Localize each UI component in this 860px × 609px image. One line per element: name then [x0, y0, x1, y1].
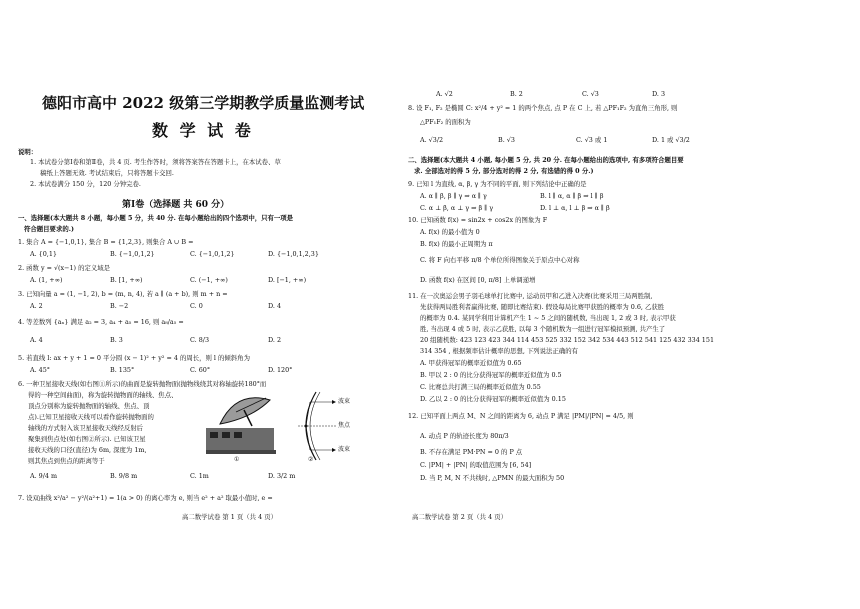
question-1: 1. 集合 A = {−1,0,1}, 集合 B = {1,2,3}, 则集合 A ∪ B = — [18, 238, 194, 246]
section-2-instructions: 求. 全部选对的得 5 分, 部分选对的得 2 分, 有选错的得 0 分.) — [414, 167, 594, 175]
q4-option-c: C. 8/3 — [190, 336, 210, 344]
building-shape — [206, 428, 274, 452]
part-1-heading: 第Ⅰ卷（选择题 共 60 分） — [122, 200, 230, 210]
question-10: 10. 已知函数 f(x) = sin2x + cos2x 的图象为 F — [408, 216, 548, 224]
q1-option-b: B. {−1,0,1,2} — [110, 250, 155, 258]
focus-label: 焦点 — [338, 422, 351, 429]
q9-option-c: C. α ⊥ β, α ⊥ γ ⇒ β ∥ γ — [420, 204, 494, 212]
question-6-line: 顶点分别称为旋转抛物面的轴线、焦点、顶 — [28, 402, 150, 410]
q10-option-b: B. f(x) 的最小正周期为 π — [420, 240, 493, 248]
focus-point — [305, 425, 308, 428]
section-2-instructions: 二、选择题(本大题共 4 小题, 每小题 5 分, 共 20 分. 在每小题给出的选项中, 有多项符合题目要 — [408, 156, 684, 164]
question-3: 3. 已知向量 a = (1, −1, 2), b = (m, n, 4), 若 a ∥ (a + b), 则 m + n = — [18, 290, 228, 298]
q3-option-d: D. 4 — [268, 302, 282, 310]
right-page — [408, 0, 860, 609]
q6-option-b: B. 9/8 m — [110, 472, 138, 480]
q6-option-a: A. 9/4 m — [30, 472, 58, 480]
question-8-line: △PF₁F₂ 的面积为 — [420, 118, 471, 126]
q2-option-b: B. [1, +∞) — [110, 276, 143, 284]
q11-option-a: A. 甲获得冠军的概率近似值为 0.65 — [420, 359, 522, 367]
subject-title: 数 学 试 卷 — [152, 121, 254, 140]
q10-option-d: D. 函数 f(x) 在区间 [0, π/8] 上单调递增 — [420, 276, 536, 284]
question-8-line: 8. 设 F₁, F₂ 是椭圆 C: x²/4 + y² = 1 的两个焦点, 点 P 在 C 上, 若 △PF₁F₂ 为直角三角形, 则 — [408, 104, 678, 112]
page-footer-right: 高二数学试卷 第 2 页（共 4 页） — [412, 513, 507, 521]
antenna-figure-svg — [206, 388, 356, 466]
antenna-figure — [206, 388, 356, 466]
q8-option-b: B. √3 — [498, 136, 515, 144]
question-6-line: 得的一种空间曲面)，称为旋转抛物面的轴线、焦点、 — [28, 391, 178, 399]
q5-option-d: D. 120° — [268, 366, 293, 374]
question-6-line: 接收天线的口径(直径)为 6m, 深度为 1m, — [28, 446, 147, 454]
q11-option-c: C. 比赛总共打满三局的概率近似值为 0.55 — [420, 383, 541, 391]
q6-option-c: C. 1m — [190, 472, 209, 480]
q6-option-d: D. 3/2 m — [268, 472, 296, 480]
q7-option-b: B. 2 — [510, 90, 523, 98]
q2-option-d: D. [−1, +∞) — [268, 276, 307, 284]
q8-option-c: C. √3 或 1 — [576, 136, 608, 144]
q10-option-a: A. f(x) 的最小值为 0 — [420, 228, 480, 236]
question-6-line: 聚集到焦点处(如右图②所示). 已知该卫星 — [28, 435, 146, 443]
q9-option-b: B. l ∥ α, α ∥ β ⇒ l ∥ β — [540, 192, 604, 200]
q1-option-d: D. {−1,0,1,2,3} — [268, 250, 319, 258]
question-11-line: 胜, 当出现 4 或 5 时, 表示乙获胜, 以每 3 个随机数为一组进行冠军模拟预测, 共产生了 — [420, 325, 666, 333]
q12-option-a: A. 动点 P 的轨迹长度为 80π/3 — [420, 432, 509, 440]
note-line: 2. 本试卷满分 150 分，120 分钟完卷. — [30, 180, 141, 188]
q4-option-a: A. 4 — [30, 336, 43, 344]
note-line: 稿纸上答题无效. 考试结束后，只将答题卡交回. — [40, 169, 174, 177]
figure-1-label: ① — [234, 456, 240, 463]
question-4: 4. 等差数列 {aₙ} 满足 a₂ = 3, a₄ + a₅ = 16, 则 a₈/a₅ = — [18, 318, 184, 326]
question-11-line: 314 354 , 根据频率估计概率的思想, 下列说法正确的有 — [420, 347, 579, 355]
question-6-line: 轴线的方式射入该卫星接收天线经反射后 — [28, 424, 144, 432]
q3-option-c: C. 0 — [190, 302, 203, 310]
q3-option-a: A. 2 — [30, 302, 43, 310]
q11-option-d: D. 乙以 2 : 0 的比分获得冠军的概率近似值为 0.15 — [420, 395, 566, 403]
q9-option-a: A. α ∥ β, β ∥ γ ⇒ α ∥ γ — [420, 192, 487, 200]
q12-option-b: B. 不存在满足 PM·PN = 0 的 P 点 — [420, 448, 523, 456]
question-2: 2. 函数 y = √(x−1) 的定义域是 — [18, 264, 111, 272]
q8-option-a: A. √3/2 — [420, 136, 444, 144]
q3-option-b: B. −2 — [110, 302, 129, 310]
question-11-line: 11. 在一次奥运会男子羽毛球单打比赛中, 运动员甲和乙进入决赛(比赛采用三局两胜制, — [408, 292, 653, 300]
q9-option-d: D. l ⊥ α, l ⊥ β ⇒ α ∥ β — [540, 204, 610, 212]
notes-heading: 说明： — [18, 148, 38, 156]
question-5: 5. 若直线 l: ax + y + 1 = 0 平分圆 (x − 1)² + y² = 4 的周长，则 l 的倾斜角为 — [18, 354, 250, 362]
question-6-line: 6. 一种卫星接收天线(如右图①所示)的曲面是旋转抛物面(抛物线绕其对称轴旋转180°而 — [18, 380, 267, 388]
q1-option-a: A. {0,1} — [30, 250, 57, 258]
question-9: 9. 已知 l 为直线, α, β, γ 为不同的平面, 则下列结论中正确的是 — [408, 180, 587, 188]
q8-option-d: D. 1 或 √3/2 — [652, 136, 690, 144]
q1-option-c: C. {−1,0,1,2} — [190, 250, 235, 258]
q12-option-c: C. |PM| + |PN| 的取值范围为 [6, 54] — [420, 461, 532, 469]
section-1-instructions: 一、选择题(本大题共 8 小题，每小题 5 分，共 40 分. 在每小题给出的四个选项中，只有一项是 — [18, 214, 294, 222]
beam-label-top: 波束 — [338, 398, 351, 405]
q7-option-d: D. 3 — [652, 90, 666, 98]
q5-option-c: C. 60° — [190, 366, 211, 374]
q11-option-b: B. 甲以 2 : 0 的比分获得冠军的概率近似值为 0.5 — [420, 371, 562, 379]
q7-option-a: A. √2 — [436, 90, 453, 98]
question-7: 7. 设双曲线 x²/a² − y²/(a²+1) = 1(a > 0) 的离心率为 e, 则当 e² + a² 取最小值时, e = — [18, 494, 273, 502]
beam-label-bottom: 波束 — [338, 446, 351, 453]
question-6-line: 则其焦点到焦点的距离等于 — [28, 457, 105, 465]
q5-option-b: B. 135° — [110, 366, 135, 374]
question-6-line: 点).已知卫星接收天线可以看作旋转抛物面的 — [28, 413, 154, 421]
q2-option-c: C. (−1, +∞) — [190, 276, 228, 284]
q2-option-a: A. (1, +∞) — [30, 276, 63, 284]
q5-option-a: A. 45° — [30, 366, 51, 374]
q12-option-d: D. 当 P, M, N 不共线时, △PMN 的最大面积为 50 — [420, 474, 565, 482]
q4-option-b: B. 3 — [110, 336, 123, 344]
q7-option-c: C. √3 — [582, 90, 599, 98]
exam-title: 德阳市高中 2022 级第三学期教学质量监测考试 — [42, 94, 365, 112]
section-1-instructions: 符合题目要求的.) — [24, 225, 74, 233]
q10-option-c: C. 将 F 向右平移 π/8 个单位所得图象关于原点中心对称 — [420, 256, 580, 264]
q4-option-d: D. 2 — [268, 336, 282, 344]
figure-2-label: ② — [308, 456, 314, 463]
question-11-line: 先获得两局胜利者赢得比赛, 随即比赛结束). 假设每局比赛甲获胜的概率为 0.6, 乙获胜 — [420, 303, 665, 311]
question-12: 12. 已知平面上两点 M、N 之间的距离为 6, 动点 P 满足 |PM|/|PN| = 4/5, 则 — [408, 412, 634, 420]
note-line: 1. 本试卷分第Ⅰ卷和第Ⅱ卷，共 4 页. 考生作答时，须将答案答在答题卡上，在本试卷、草 — [30, 158, 281, 166]
question-11-line: 的概率为 0.4. 某同学利用计算机产生 1 ~ 5 之间的随机数, 当出现 1, 2 或 3 时, 表示甲获 — [420, 314, 676, 322]
page-footer-left: 高二数学试卷 第 1 页（共 4 页） — [182, 513, 277, 521]
question-11-line: 20 组随机数: 423 123 423 344 114 453 525 332 152 342 534 443 512 541 125 432 334 151 — [420, 336, 715, 344]
